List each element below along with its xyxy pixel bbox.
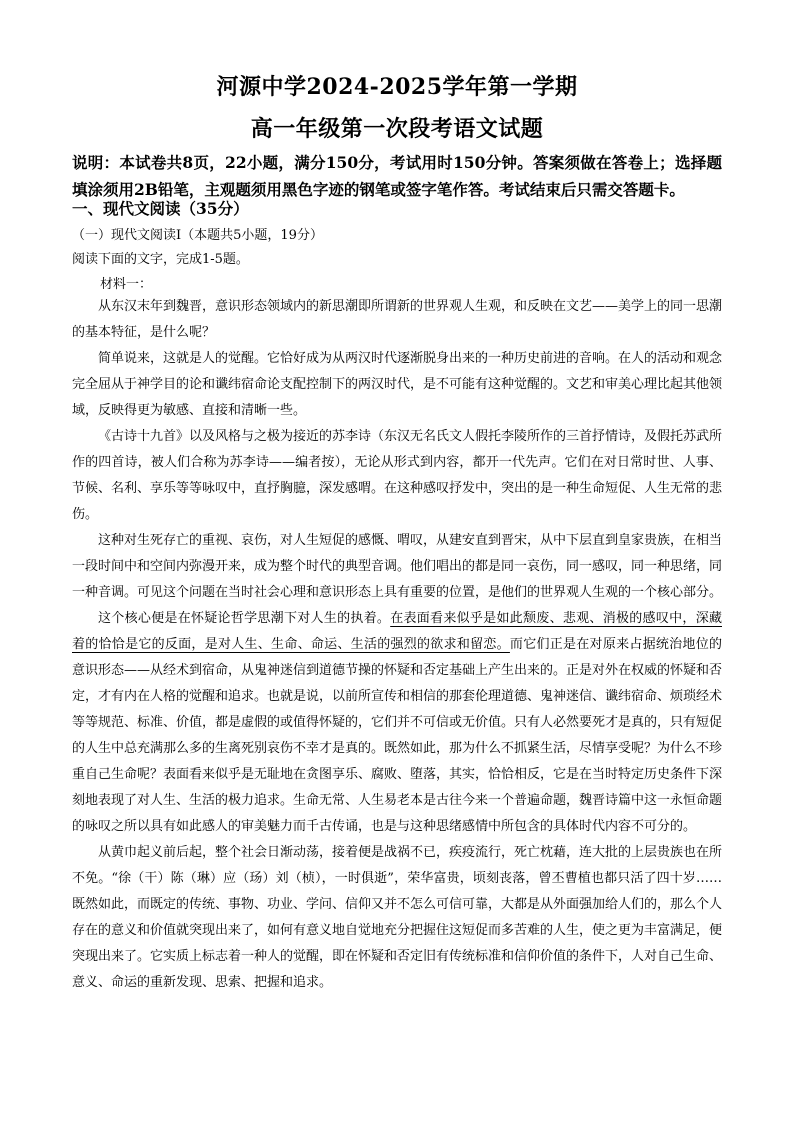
exam-title-grade-subject: 高一年级第一次段考语文试题 bbox=[250, 116, 544, 142]
reading-instruction: 阅读下面的文字，完成1-5题。 bbox=[72, 252, 249, 267]
material-label: 材料一： bbox=[100, 277, 153, 292]
passage-paragraph: 这种对生死存亡的重视、哀伤，对人生短促的感慨、喟叹，从建安直到晋宋，从中下层直到皇家贵族，在相当一段时间中和空间内弥漫开来，成为整个时代的典型音调。他们唱出的都是同一哀伤，同一感叹，同一种思绪，同一种音调。可见这个问题在当时社会心理和意识形态上具有重要的位置，是他们的世界观人生观的一个核心部分。 bbox=[72, 533, 723, 600]
passage-text: 这个核心便是在怀疑论哲学思潮下对人生的执着。 bbox=[98, 611, 391, 626]
passage-paragraph: 从东汉末年到魏晋，意识形态领域内的新思潮即所谓新的世界观人生观，和反映在文艺——美学上的同一思潮的基本特征，是什么呢？ bbox=[72, 299, 723, 340]
reading-passage bbox=[72, 294, 722, 996]
passage-paragraph: 从黄巾起义前后起，整个社会日渐动荡，接着便是战祸不已，疾疫流行，死亡枕藉，连大批的上层贵族也在所不免。“徐（干）陈（琳）应（玚）刘（桢），一时俱逝”，荣华富贵，顷刻丧落，曾丕曹植也都只活了四十岁……既然如此，而既定的传统、事物、功业、学问、信仰又并不怎么可信可靠，大都是从外面强加给人们的，那么个人存在的意义和价值就突现出来了，如何有意义地自觉地充分把握住这短促而多苦难的人生，使之更为丰富满足，便突现出来了。它实质上标志着一种人的觉醒，即在怀疑和否定旧有传统标准和信仰价值的条件下，人对自己生命、意义、命运的重新发现、思索、把握和追求。 bbox=[72, 845, 723, 990]
subsection-heading: （一）现代文阅读Ⅰ（本题共5小题，19分） bbox=[72, 228, 323, 243]
passage-paragraph: 《古诗十九首》以及风格与之极为接近的苏李诗（东汉无名氏文人假托李陵所作的三首抒情诗，及假托苏武所作的四首诗，被人们合称为苏李诗——编者按），无论从形式到内容，都开一代先声。它们在对日常时世、人事、节候、名利、享乐等等咏叹中，直抒胸臆，深发感喟。在这种感叹抒发中，突出的是一种生命短促、人生无常的悲伤。 bbox=[72, 429, 723, 522]
section-heading: 一、现代文阅读（35分） bbox=[72, 199, 249, 218]
passage-paragraph: 简单说来，这就是人的觉醒。它恰好成为从两汉时代逐渐脱身出来的一种历史前进的音响。在人的活动和观念完全屈从于神学目的论和谶纬宿命论支配控制下的两汉时代，是不可能有这种觉醒的。文艺和审美心理比起其他领域，反映得更为敏感、直接和清晰一些。 bbox=[72, 351, 723, 418]
underlined-sentence: 在表面看来似乎是如此颓废、悲观、消极的感叹中，深藏着的恰恰是它的反面，是对人生、生命、命运、生活的强烈的欲求和留恋。 bbox=[72, 611, 722, 652]
exam-title-school-term: 河源中学2024-2025学年第一学期 bbox=[216, 74, 578, 100]
exam-instructions: 说明：本试卷共8页，22小题，满分150分，考试用时150分钟。答案须做在答卷上；选择题填涂须用2B铅笔，主观题须用黑色字迹的钢笔或签字笔作答。考试结束后只需交答题卡。 bbox=[72, 153, 722, 199]
passage-text: 而它们正是在对原来占据统治地位的意识形态——从经术到宿命，从鬼神迷信到道德节操的怀疑和否定基础上产生出来的。正是对外在权威的怀疑和否定，才有内在人格的觉醒和追求。也就是说，以前所宣传和相信的那套伦理道德、鬼神迷信、谶纬宿命、烦琐经术等等规范、标准、价值，都是虚假的或值得怀疑的，它们并不可信或无价值。只有人必然要死才是真的，只有短促的人生中总充满那么多的生离死别哀伤不幸才是真的。既然如此，那为什么不抓紧生活，尽情享受呢？为什么不珍重自己生命呢？表面看来似乎是无耻地在贪图享乐、腐败、堕落，其实，恰恰相反，它是在当时特定历史条件下深刻地表现了对人生、生活的极力追求。生命无常、人生易老本是古往今来一个普遍命题，魏晋诗篇中这一永恒命题的咏叹之所以具有如此感人的审美魅力而千古传诵，也是与这种思绪感情中所包含的具体时代内容不可分的。 bbox=[72, 637, 723, 834]
passage-paragraph bbox=[72, 606, 722, 840]
